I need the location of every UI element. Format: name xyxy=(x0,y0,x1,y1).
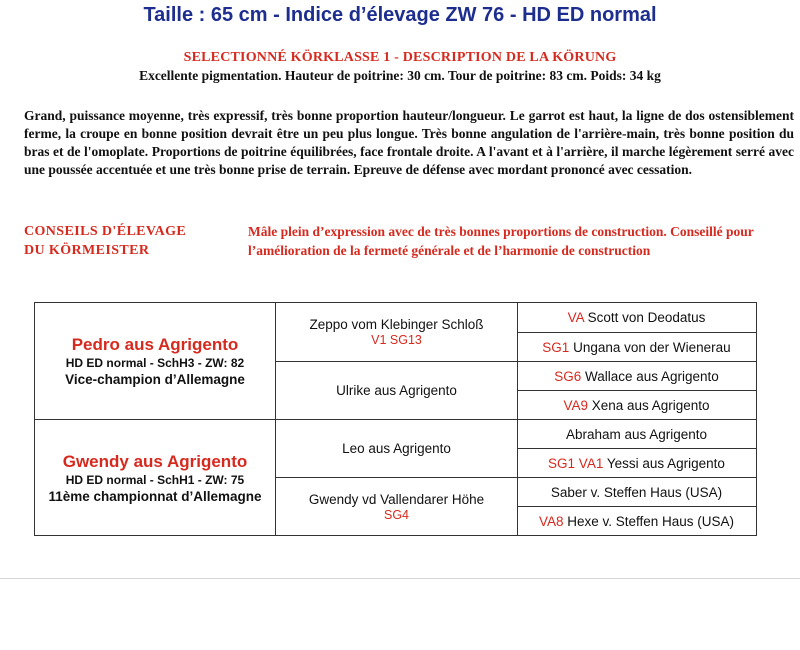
ggp-title: VA9 xyxy=(563,397,588,413)
korung-description: Grand, puissance moyenne, très expressif, très bonne proportion hauteur/longueur. Le garrot est haut, la ligne de dos ostensiblement ferme, la croupe en bonne position devrait être un peu plus longue. Très bonne angulation de l'arrière-main, très bonne position du bras et de l'omoplate. Proportions de poitrine équilibrées, face frontale droite. A l'avant et à l'arrière, il marche légèrement serré avec une poussée accentuée et une très bonne prise de terrain. Epreuve de défense avec mordant prononcé avec cessation. xyxy=(24,108,794,177)
grandparent-cell xyxy=(276,361,517,419)
grandparents-column xyxy=(275,303,518,535)
ggp-name: Yessi aus Agrigento xyxy=(606,455,725,471)
great-grandparent-cell xyxy=(517,390,756,419)
dam-cell xyxy=(35,419,275,535)
grandparent-name: Gwendy vd Vallendarer Höhe xyxy=(308,491,485,507)
ggp-name: Xena aus Agrigento xyxy=(591,397,710,413)
page-title: Taille : 65 cm - Indice d’élevage ZW 76 - HD ED normal xyxy=(143,4,657,26)
ggp-name: Saber v. Steffen Haus (USA) xyxy=(550,484,723,500)
page-divider xyxy=(0,578,800,579)
selection-heading: SELECTIONNÉ KÖRKLASSE 1 - DESCRIPTION DE LA KÖRUNG xyxy=(183,50,617,65)
great-grandparent-cell xyxy=(517,419,756,448)
grandparent-name: Zeppo vom Klebinger Schloß xyxy=(309,317,484,332)
great-grandparent-cell xyxy=(517,332,756,361)
ggp-name: Hexe v. Steffen Haus (USA) xyxy=(567,513,735,529)
great-grandparent-cell xyxy=(517,506,756,535)
conseils-heading-line2: DU KÖRMEISTER xyxy=(24,243,150,258)
conseils-text: Mâle plein d’expression avec de très bonnes proportions de construction. Conseillé pour l’amélioration de la fermeté générale et de l’harmonie de construction xyxy=(248,224,754,258)
parents-column xyxy=(35,303,275,535)
measurements-line: Excellente pigmentation. Hauteur de poitrine: 30 cm. Tour de poitrine: 83 cm. Poids: 34 kg xyxy=(139,68,661,83)
great-grandparent-cell xyxy=(517,303,756,332)
grandparent-cell xyxy=(276,477,517,535)
conseils-heading xyxy=(24,222,234,260)
ggp-title: VA8 xyxy=(538,513,564,529)
ggp-title: SG1 xyxy=(542,339,570,355)
ggp-name: Scott von Deodatus xyxy=(587,310,706,325)
sire-name: Pedro aus Agrigento xyxy=(71,335,239,354)
sire-details: HD ED normal - SchH3 - ZW: 82 xyxy=(65,356,245,370)
ggp-title: VA xyxy=(567,310,584,325)
ggp-name: Wallace aus Agrigento xyxy=(584,368,719,384)
great-grandparent-cell xyxy=(517,448,756,477)
grandparent-name: Ulrike aus Agrigento xyxy=(336,383,457,398)
grandparent-cell xyxy=(276,419,517,477)
dam-name: Gwendy aus Agrigento xyxy=(62,451,248,471)
sire-title: Vice-champion d’Allemagne xyxy=(65,372,245,387)
ggp-name: Ungana von der Wienerau xyxy=(573,339,731,355)
grandparent-title: SG4 xyxy=(383,507,409,522)
great-grandparents-column xyxy=(517,303,756,535)
ggp-title: SG1 VA1 xyxy=(548,455,604,471)
sire-cell xyxy=(35,303,275,419)
great-grandparent-cell xyxy=(517,361,756,390)
pedigree-table xyxy=(34,302,757,536)
dam-details: HD ED normal - SchH1 - ZW: 75 xyxy=(65,472,245,487)
ggp-title: SG6 xyxy=(554,368,582,384)
conseils-heading-line1: CONSEILS D'ÉLEVAGE xyxy=(24,224,187,239)
great-grandparent-cell xyxy=(517,477,756,506)
grandparent-name: Leo aus Agrigento xyxy=(342,441,451,456)
dam-title: 11ème championnat d’Allemagne xyxy=(48,488,262,504)
grandparent-title: V1 SG13 xyxy=(371,333,422,347)
ggp-name: Abraham aus Agrigento xyxy=(565,426,708,442)
grandparent-cell xyxy=(276,303,517,361)
